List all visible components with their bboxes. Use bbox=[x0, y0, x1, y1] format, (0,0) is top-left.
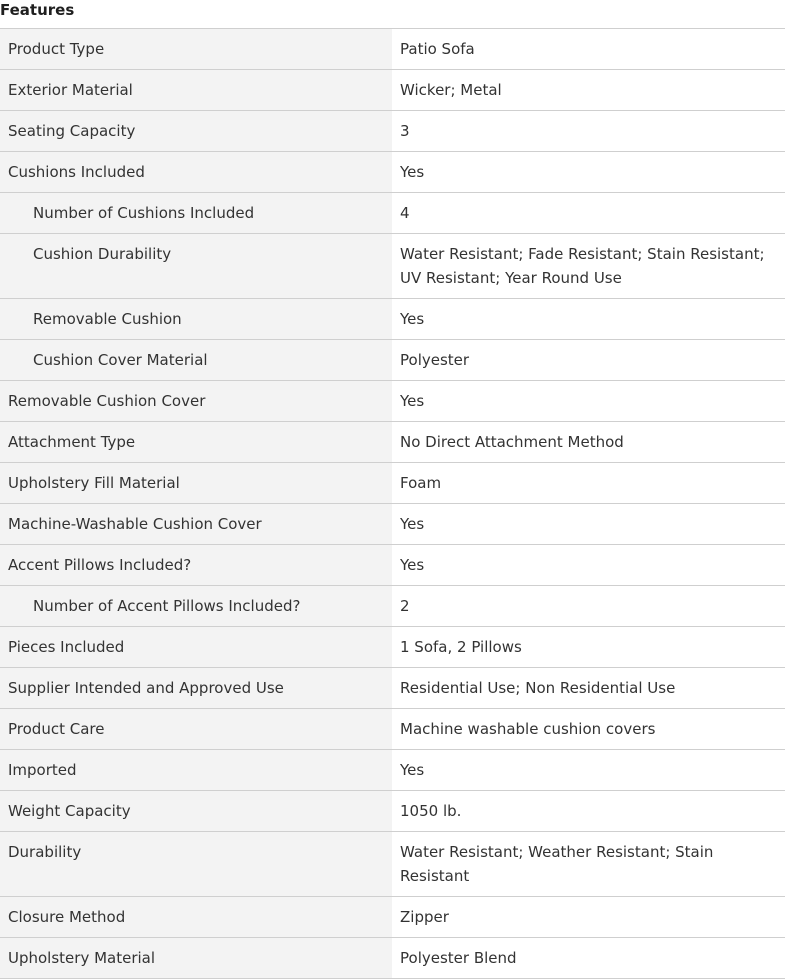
spec-value: Yes bbox=[400, 556, 425, 574]
table-row bbox=[0, 299, 785, 340]
table-row bbox=[0, 750, 785, 791]
features-heading: Features bbox=[0, 1, 75, 19]
spec-value: Yes bbox=[400, 310, 425, 328]
table-row bbox=[0, 586, 785, 627]
table-row bbox=[0, 111, 785, 152]
table-row bbox=[0, 504, 785, 545]
table-row bbox=[0, 152, 785, 193]
spec-label: Durability bbox=[0, 832, 392, 896]
spec-label: Cushions Included bbox=[0, 152, 392, 192]
table-row bbox=[0, 832, 785, 897]
spec-value: Foam bbox=[400, 474, 442, 492]
table-row bbox=[0, 545, 785, 586]
table-row bbox=[0, 668, 785, 709]
spec-label: Product Care bbox=[0, 709, 392, 749]
spec-value: No Direct Attachment Method bbox=[400, 433, 624, 451]
spec-label: Upholstery Fill Material bbox=[0, 463, 392, 503]
spec-value: 2 bbox=[400, 597, 410, 615]
spec-value: Zipper bbox=[400, 908, 449, 926]
spec-value: Machine washable cushion covers bbox=[400, 720, 656, 738]
spec-label: Cushion Cover Material bbox=[0, 340, 392, 380]
table-row bbox=[0, 627, 785, 668]
spec-value: 1050 lb. bbox=[400, 802, 462, 820]
spec-value: 4 bbox=[400, 204, 410, 222]
spec-value: Water Resistant; Fade Resistant; Stain Resistant; UV Resistant; Year Round Use bbox=[400, 245, 765, 287]
features-table bbox=[0, 28, 785, 979]
spec-value: 1 Sofa, 2 Pillows bbox=[400, 638, 522, 656]
table-row bbox=[0, 463, 785, 504]
spec-label: Number of Cushions Included bbox=[0, 193, 392, 233]
spec-label: Removable Cushion Cover bbox=[0, 381, 392, 421]
spec-label: Upholstery Material bbox=[0, 938, 392, 978]
spec-label: Imported bbox=[0, 750, 392, 790]
spec-value: Yes bbox=[400, 392, 425, 410]
spec-value: Yes bbox=[400, 163, 425, 181]
spec-label: Pieces Included bbox=[0, 627, 392, 667]
table-row bbox=[0, 422, 785, 463]
spec-value: Patio Sofa bbox=[400, 40, 475, 58]
spec-label: Weight Capacity bbox=[0, 791, 392, 831]
spec-label: Seating Capacity bbox=[0, 111, 392, 151]
table-row bbox=[0, 381, 785, 422]
spec-label: Closure Method bbox=[0, 897, 392, 937]
spec-label: Number of Accent Pillows Included? bbox=[0, 586, 392, 626]
table-row bbox=[0, 709, 785, 750]
spec-value: Yes bbox=[400, 761, 425, 779]
spec-label: Exterior Material bbox=[0, 70, 392, 110]
spec-label: Cushion Durability bbox=[0, 234, 392, 298]
spec-label: Machine-Washable Cushion Cover bbox=[0, 504, 392, 544]
table-row bbox=[0, 340, 785, 381]
table-row bbox=[0, 29, 785, 70]
spec-value: Water Resistant; Weather Resistant; Stain Resistant bbox=[400, 843, 714, 885]
spec-value: Wicker; Metal bbox=[400, 81, 502, 99]
spec-label: Attachment Type bbox=[0, 422, 392, 462]
spec-label: Removable Cushion bbox=[0, 299, 392, 339]
table-row bbox=[0, 234, 785, 299]
table-row bbox=[0, 791, 785, 832]
spec-value: Polyester Blend bbox=[400, 949, 517, 967]
spec-value: Residential Use; Non Residential Use bbox=[400, 679, 676, 697]
spec-label: Supplier Intended and Approved Use bbox=[0, 668, 392, 708]
spec-value: Polyester bbox=[400, 351, 470, 369]
table-row bbox=[0, 938, 785, 979]
spec-label: Product Type bbox=[0, 29, 392, 69]
spec-value: Yes bbox=[400, 515, 425, 533]
spec-value: 3 bbox=[400, 122, 410, 140]
table-row bbox=[0, 897, 785, 938]
table-row bbox=[0, 193, 785, 234]
table-row bbox=[0, 70, 785, 111]
spec-label: Accent Pillows Included? bbox=[0, 545, 392, 585]
